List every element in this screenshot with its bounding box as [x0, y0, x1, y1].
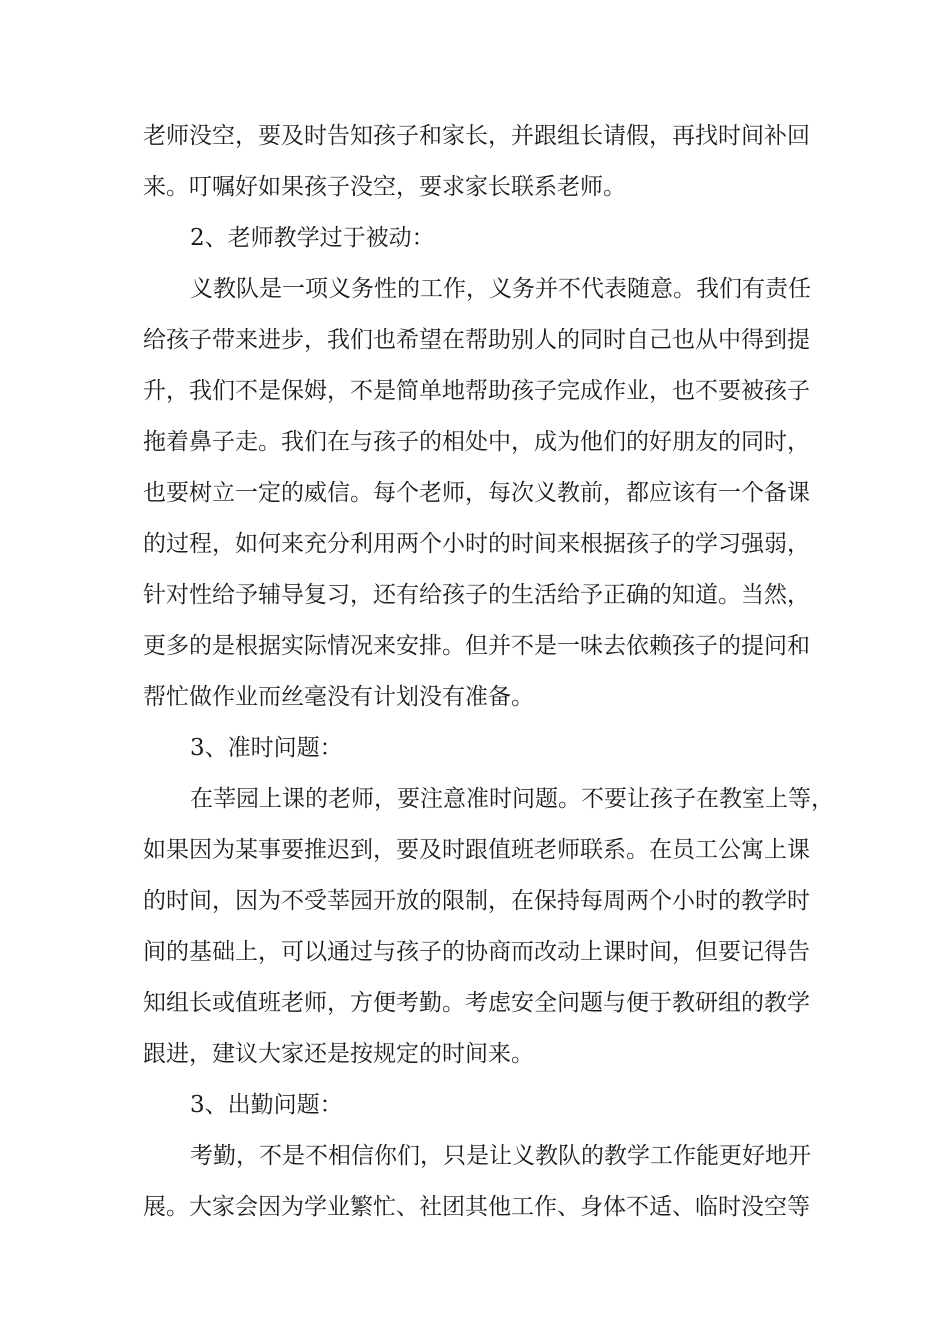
- paragraph-line: 知组长或值班老师，方便考勤。考虑安全问题与便于教研组的教学: [143, 990, 810, 1016]
- paragraph-line: 考勤，不是不相信你们，只是让义教队的教学工作能更好地开: [190, 1143, 811, 1169]
- paragraph-line: 也要树立一定的威信。每个老师，每次义教前，都应该有一个备课: [143, 480, 810, 506]
- paragraph-line: 义教队是一项义务性的工作，义务并不代表随意。我们有责任: [190, 276, 811, 302]
- paragraph-line: 老师没空，要及时告知孩子和家长，并跟组长请假，再找时间补回: [143, 123, 810, 149]
- paragraph-line: 在莘园上课的老师，要注意准时问题。不要让孩子在教室上等，: [190, 786, 834, 812]
- paragraph-line: 升，我们不是保姆，不是简单地帮助孩子完成作业，也不要被孩子: [143, 378, 810, 404]
- paragraph-line: 的过程，如何来充分利用两个小时的时间来根据孩子的学习强弱，: [143, 531, 810, 557]
- paragraph-line: 来。叮嘱好如果孩子没空，要求家长联系老师。: [143, 174, 626, 200]
- paragraph-line: 更多的是根据实际情况来安排。但并不是一味去依赖孩子的提问和: [143, 633, 810, 659]
- paragraph-line: 针对性给予辅导复习，还有给孩子的生活给予正确的知道。当然，: [143, 582, 810, 608]
- section-heading: 2、老师教学过于被动：: [190, 225, 435, 251]
- paragraph-line: 的时间，因为不受莘园开放的限制，在保持每周两个小时的教学时: [143, 888, 810, 914]
- paragraph-line: 拖着鼻子走。我们在与孩子的相处中，成为他们的好朋友的同时，: [143, 429, 810, 455]
- section-heading: 3、出勤问题：: [190, 1092, 343, 1118]
- paragraph-line: 如果因为某事要推迟到，要及时跟值班老师联系。在员工公寓上课: [143, 837, 810, 863]
- section-heading: 3、准时问题：: [190, 735, 343, 761]
- paragraph-line: 跟进，建议大家还是按规定的时间来。: [143, 1041, 534, 1067]
- paragraph-line: 帮忙做作业而丝毫没有计划没有准备。: [143, 684, 534, 710]
- paragraph-line: 间的基础上，可以通过与孩子的协商而改动上课时间，但要记得告: [143, 939, 810, 965]
- paragraph-line: 给孩子带来进步，我们也希望在帮助别人的同时自己也从中得到提: [143, 327, 810, 353]
- paragraph-line: 展。大家会因为学业繁忙、社团其他工作、身体不适、临时没空等: [143, 1194, 810, 1220]
